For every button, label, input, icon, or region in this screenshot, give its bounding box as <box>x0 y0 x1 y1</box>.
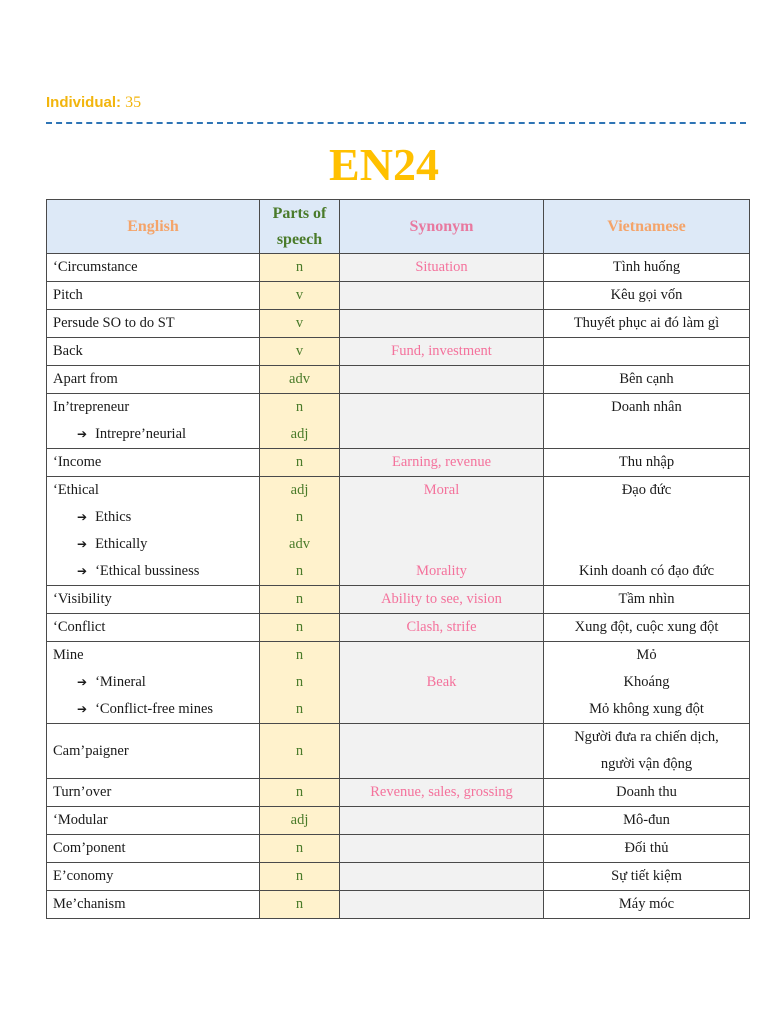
vietnamese-cell <box>544 863 750 891</box>
synonym-cell <box>340 642 544 724</box>
vietnamese-cell-text: Bên cạnh <box>619 371 674 387</box>
pos-cell <box>260 310 340 338</box>
pos-cell-text: adv <box>289 371 310 387</box>
vocabulary-table <box>46 199 750 919</box>
english-cell-text: ‘Modular <box>53 812 108 828</box>
pos-cell-text: n <box>295 647 304 663</box>
synonym-cell <box>340 807 544 835</box>
vietnamese-cell-text: Người đưa ra chiến dịch, <box>574 729 719 745</box>
synonym-cell <box>340 477 544 586</box>
english-cell-text: Me’chanism <box>53 896 126 912</box>
arrow-right-icon: ➔ <box>77 675 88 689</box>
pos-cell-text: n <box>295 563 304 579</box>
pos-cell-text: adv <box>289 536 310 552</box>
table-header-row <box>47 200 750 254</box>
table-row <box>47 586 750 614</box>
column-header-pos: Parts of speech <box>260 200 340 254</box>
english-cell-text: Intrepre’neurial <box>95 426 187 442</box>
vietnamese-cell <box>544 614 750 642</box>
english-cell <box>47 614 260 642</box>
vietnamese-cell-text: Doanh thu <box>616 784 677 800</box>
column-header-synonym: Synonym <box>340 200 544 254</box>
table-row <box>47 891 750 919</box>
vietnamese-cell <box>544 586 750 614</box>
vietnamese-cell <box>544 449 750 477</box>
pos-cell-text: n <box>295 619 304 635</box>
table-row <box>47 366 750 394</box>
table-row <box>47 779 750 807</box>
table-row <box>47 724 750 779</box>
pos-cell <box>260 586 340 614</box>
english-cell <box>47 642 260 724</box>
synonym-cell <box>340 338 544 366</box>
vietnamese-cell <box>544 835 750 863</box>
synonym-cell <box>340 586 544 614</box>
english-cell-text: Pitch <box>53 287 83 303</box>
english-cell-text: ‘Circumstance <box>53 259 138 275</box>
table-row <box>47 835 750 863</box>
synonym-cell-text: Earning, revenue <box>391 454 492 470</box>
pos-cell <box>260 282 340 310</box>
vietnamese-cell-text: Mỏ không xung đột <box>589 701 704 717</box>
synonym-cell <box>340 891 544 919</box>
table-row <box>47 807 750 835</box>
english-cell-text: Apart from <box>53 371 118 387</box>
vietnamese-cell-text: Mô-đun <box>623 812 670 828</box>
vietnamese-cell-text: Doanh nhân <box>611 399 682 415</box>
english-cell <box>47 477 260 586</box>
english-cell-text: ‘Ethical bussiness <box>95 563 200 579</box>
pos-cell-text: n <box>295 840 304 856</box>
arrow-right-icon: ➔ <box>77 537 88 551</box>
english-cell <box>47 338 260 366</box>
table-row <box>47 282 750 310</box>
vietnamese-cell-text: Thuyết phục ai đó làm gì <box>573 315 720 331</box>
vietnamese-cell <box>544 779 750 807</box>
pos-cell-text: adj <box>290 426 309 442</box>
pos-cell-text: v <box>295 315 304 331</box>
english-cell <box>47 863 260 891</box>
pos-cell <box>260 807 340 835</box>
pos-cell <box>260 338 340 366</box>
vietnamese-cell-text: Đối thủ <box>624 840 669 856</box>
table-row <box>47 642 750 724</box>
pos-cell <box>260 394 340 449</box>
pos-cell <box>260 642 340 724</box>
english-cell-text: E’conomy <box>53 868 114 884</box>
synonym-cell <box>340 366 544 394</box>
individual-line <box>46 94 141 112</box>
english-cell-text: Back <box>53 343 83 359</box>
synonym-cell <box>340 614 544 642</box>
vietnamese-cell-text: Xung đột, cuộc xung đột <box>574 619 719 635</box>
synonym-cell-text: Clash, strife <box>406 619 477 635</box>
english-cell-text: ‘Conflict-free mines <box>95 701 214 717</box>
pos-cell <box>260 254 340 282</box>
table-row <box>47 310 750 338</box>
synonym-cell <box>340 835 544 863</box>
english-cell-text: In’trepreneur <box>53 399 130 415</box>
vietnamese-cell-text: Mỏ <box>636 647 657 663</box>
synonym-cell <box>340 254 544 282</box>
english-cell-text: ‘Income <box>53 454 102 470</box>
pos-cell-text: n <box>295 259 304 275</box>
vietnamese-cell <box>544 310 750 338</box>
pos-cell-text: v <box>295 343 304 359</box>
pos-cell <box>260 891 340 919</box>
table-row <box>47 338 750 366</box>
synonym-cell-text: Ability to see, vision <box>381 591 502 607</box>
english-cell <box>47 254 260 282</box>
english-cell-text: Ethics <box>95 509 132 525</box>
vietnamese-cell <box>544 338 750 366</box>
vietnamese-cell-text: Tầm nhìn <box>618 591 675 607</box>
dashed-divider <box>46 122 746 124</box>
english-cell-text: Ethically <box>95 536 148 552</box>
individual-value: 35 <box>125 94 142 111</box>
pos-cell <box>260 477 340 586</box>
pos-cell-text: adj <box>290 482 309 498</box>
synonym-cell <box>340 394 544 449</box>
vietnamese-cell-text: Kêu gọi vốn <box>610 287 683 303</box>
synonym-cell-text: Beak <box>426 674 457 690</box>
vietnamese-cell-text: Máy móc <box>618 896 675 912</box>
synonym-cell-text: Morality <box>416 563 467 579</box>
vietnamese-cell-text: Đạo đức <box>621 482 672 498</box>
pos-cell-text: n <box>295 742 304 759</box>
vietnamese-cell-text: Tình huống <box>612 259 681 275</box>
vietnamese-cell <box>544 477 750 586</box>
individual-label: Individual: <box>46 94 121 111</box>
vietnamese-cell <box>544 891 750 919</box>
synonym-cell <box>340 724 544 779</box>
english-cell-text: ‘Visibility <box>53 591 112 607</box>
vietnamese-cell <box>544 282 750 310</box>
vietnamese-cell-text: Khoáng <box>623 674 670 690</box>
pos-cell-text: n <box>295 701 304 717</box>
vietnamese-cell-text: Sự tiết kiệm <box>611 868 682 884</box>
synonym-cell-text: Situation <box>415 259 468 275</box>
table-body <box>47 254 750 919</box>
pos-cell <box>260 724 340 779</box>
synonym-cell <box>340 779 544 807</box>
synonym-cell <box>340 310 544 338</box>
arrow-right-icon: ➔ <box>77 702 88 716</box>
english-cell <box>47 394 260 449</box>
english-cell-text: ‘Ethical <box>53 482 99 498</box>
english-cell-text: Persude SO to do ST <box>53 315 175 331</box>
vietnamese-cell <box>544 724 750 779</box>
table-row <box>47 477 750 586</box>
pos-cell-text: adj <box>290 812 309 828</box>
pos-cell <box>260 449 340 477</box>
english-cell <box>47 807 260 835</box>
pos-cell-text: n <box>295 784 304 800</box>
pos-cell <box>260 835 340 863</box>
synonym-cell <box>340 282 544 310</box>
arrow-right-icon: ➔ <box>77 510 88 524</box>
pos-cell <box>260 614 340 642</box>
english-cell-text: Mine <box>53 647 84 663</box>
vietnamese-cell-text: Kinh doanh có đạo đức <box>578 563 715 579</box>
pos-cell <box>260 863 340 891</box>
column-header-english: English <box>47 200 260 254</box>
pos-cell <box>260 779 340 807</box>
vietnamese-cell <box>544 254 750 282</box>
arrow-right-icon: ➔ <box>77 427 88 441</box>
table-row <box>47 394 750 449</box>
table-row <box>47 614 750 642</box>
synonym-cell-text: Fund, investment <box>391 343 492 359</box>
english-cell-text: ‘Mineral <box>95 674 146 690</box>
vietnamese-cell-text: Thu nhập <box>618 454 675 470</box>
english-cell <box>47 779 260 807</box>
synonym-cell <box>340 863 544 891</box>
english-cell <box>47 310 260 338</box>
synonym-cell-text: Moral <box>423 482 460 498</box>
english-cell <box>47 586 260 614</box>
english-cell <box>47 724 260 779</box>
vietnamese-cell-text: người vận động <box>600 756 693 772</box>
english-cell <box>47 282 260 310</box>
table-row <box>47 254 750 282</box>
column-header-vietnamese: Vietnamese <box>544 200 750 254</box>
pos-cell-text: n <box>295 399 304 415</box>
pos-cell-text: n <box>295 509 304 525</box>
vietnamese-cell <box>544 394 750 449</box>
pos-cell-text: n <box>295 896 304 912</box>
arrow-right-icon: ➔ <box>77 564 88 578</box>
document-title: EN24 <box>329 139 439 190</box>
vietnamese-cell <box>544 807 750 835</box>
english-cell-text: Turn’over <box>53 784 112 800</box>
pos-cell-text: v <box>295 287 304 303</box>
english-cell <box>47 449 260 477</box>
vietnamese-cell <box>544 366 750 394</box>
vietnamese-cell <box>544 642 750 724</box>
pos-cell-text: n <box>295 591 304 607</box>
table-row <box>47 863 750 891</box>
synonym-cell <box>340 449 544 477</box>
english-cell <box>47 366 260 394</box>
english-cell <box>47 835 260 863</box>
english-cell-text: Cam’paigner <box>53 742 129 759</box>
pos-cell <box>260 366 340 394</box>
pos-cell-text: n <box>295 868 304 884</box>
english-cell-text: Com’ponent <box>53 840 126 856</box>
table-row <box>47 449 750 477</box>
pos-cell-text: n <box>295 454 304 470</box>
pos-cell-text: n <box>295 674 304 690</box>
english-cell-text: ‘Conflict <box>53 619 106 635</box>
english-cell <box>47 891 260 919</box>
synonym-cell-text: Revenue, sales, grossing <box>370 784 513 800</box>
